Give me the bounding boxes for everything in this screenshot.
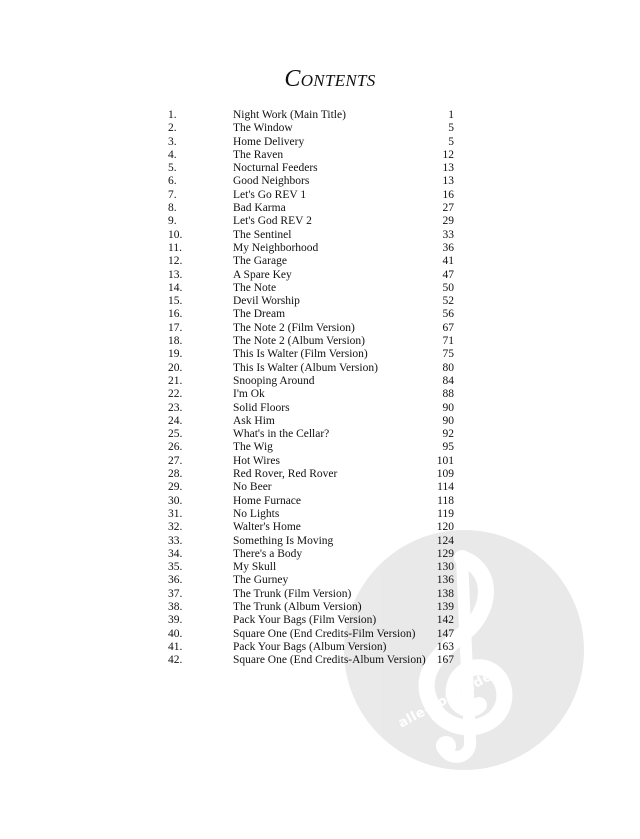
toc-number: 28. [168, 468, 183, 481]
toc-number: 35. [168, 561, 183, 574]
toc-page-number: 33 [442, 228, 454, 241]
toc-row [0, 215, 640, 228]
toc-title: Good Neighbors [233, 175, 310, 188]
toc-row [0, 548, 640, 561]
toc-number: 3. [168, 135, 177, 148]
toc-number: 8. [168, 202, 177, 215]
toc-title: Let's Go REV 1 [233, 188, 307, 201]
toc-number: 32. [168, 521, 183, 534]
toc-title: Home Furnace [233, 494, 302, 507]
toc-page-number: 13 [442, 175, 454, 188]
toc-number: 9. [168, 215, 177, 228]
toc-page-number: 163 [436, 640, 454, 653]
toc-title: Home Delivery [233, 135, 305, 148]
toc-number: 14. [168, 281, 183, 294]
toc-title: Solid Floors [233, 401, 290, 414]
toc-page-number: 120 [436, 521, 454, 534]
toc-number: 7. [168, 188, 177, 201]
toc-number: 29. [168, 481, 183, 494]
toc-number: 41. [168, 640, 183, 653]
toc-page-number: 84 [442, 374, 454, 387]
toc-title: Bad Karma [233, 202, 286, 215]
toc-row [0, 428, 640, 441]
toc-page-number: 124 [436, 534, 454, 547]
toc-number: 12. [168, 255, 183, 268]
toc-page-number: 56 [442, 308, 454, 321]
toc-title: The Sentinel [233, 228, 292, 241]
toc-number: 20. [168, 361, 183, 374]
toc-title: Walter's Home [233, 521, 301, 534]
toc-row [0, 308, 640, 321]
toc-page-number: 41 [442, 255, 454, 268]
toc-page-number: 142 [436, 614, 454, 627]
toc-number: 19. [168, 348, 183, 361]
toc-number: 16. [168, 308, 183, 321]
toc-page-number: 67 [442, 321, 454, 334]
table-of-contents [0, 109, 640, 667]
toc-row [0, 628, 640, 641]
toc-page-number: 109 [436, 468, 454, 481]
toc-row [0, 521, 640, 534]
toc-page-number: 88 [442, 388, 454, 401]
toc-number: 17. [168, 321, 183, 334]
toc-title: Night Work (Main Title) [233, 109, 346, 121]
toc-page-number: 95 [442, 441, 454, 454]
toc-row [0, 335, 640, 348]
toc-row [0, 229, 640, 242]
toc-row [0, 255, 640, 268]
toc-page-number: 167 [436, 654, 454, 667]
toc-title: The Wig [233, 441, 273, 454]
toc-number: 22. [168, 388, 183, 401]
toc-row [0, 481, 640, 494]
toc-title: There's a Body [233, 547, 303, 560]
toc-page-number: 29 [442, 215, 454, 228]
toc-row [0, 415, 640, 428]
toc-number: 31. [168, 507, 183, 520]
toc-number: 1. [168, 109, 177, 121]
toc-row [0, 574, 640, 587]
toc-title: The Trunk (Film Version) [233, 587, 352, 600]
toc-page-number: 101 [436, 454, 454, 467]
toc-number: 24. [168, 414, 183, 427]
toc-title: Square One (End Credits-Film Version) [233, 627, 416, 640]
toc-page-number: 139 [436, 600, 454, 613]
toc-row [0, 388, 640, 401]
toc-title: Ask Him [233, 414, 275, 427]
toc-title: Let's God REV 2 [233, 215, 312, 228]
toc-title: What's in the Cellar? [233, 428, 330, 441]
toc-title: The Note 2 (Film Version) [233, 321, 355, 334]
toc-page-number: 80 [442, 361, 454, 374]
toc-title: The Note 2 (Album Version) [233, 335, 366, 348]
toc-page-number: 5 [448, 135, 454, 148]
toc-row [0, 614, 640, 627]
toc-number: 4. [168, 148, 177, 161]
toc-number: 6. [168, 175, 177, 188]
toc-row [0, 109, 640, 122]
toc-page-number: 13 [442, 162, 454, 175]
toc-row [0, 495, 640, 508]
toc-page-number: 114 [437, 481, 454, 494]
toc-title: The Garage [233, 255, 287, 268]
toc-title: Pack Your Bags (Album Version) [233, 640, 387, 653]
toc-title: My Skull [233, 561, 277, 574]
toc-row [0, 455, 640, 468]
toc-row [0, 136, 640, 149]
toc-title: This Is Walter (Film Version) [233, 348, 368, 361]
toc-page-number: 136 [436, 574, 454, 587]
toc-number: 15. [168, 295, 183, 308]
toc-number: 27. [168, 454, 183, 467]
toc-row [0, 322, 640, 335]
toc-page-number: 27 [442, 202, 454, 215]
toc-row [0, 282, 640, 295]
toc-number: 37. [168, 587, 183, 600]
toc-title: No Lights [233, 507, 280, 520]
toc-number: 25. [168, 428, 183, 441]
toc-row [0, 295, 640, 308]
toc-row [0, 402, 640, 415]
toc-page-number: 36 [442, 241, 454, 254]
toc-row [0, 654, 640, 667]
toc-page-number: 47 [442, 268, 454, 281]
toc-row [0, 362, 640, 375]
toc-number: 33. [168, 534, 183, 547]
toc-title: No Beer [233, 481, 272, 494]
toc-page-number: 130 [436, 561, 454, 574]
toc-title: Something Is Moving [233, 534, 334, 547]
toc-title: Devil Worship [233, 295, 300, 308]
toc-row [0, 348, 640, 361]
toc-number: 23. [168, 401, 183, 414]
toc-page-number: 12 [442, 148, 454, 161]
toc-page-number: 90 [442, 401, 454, 414]
toc-number: 21. [168, 374, 183, 387]
toc-title: I'm Ok [233, 388, 265, 401]
toc-title: A Spare Key [233, 268, 292, 281]
toc-row [0, 202, 640, 215]
toc-page-number: 5 [448, 122, 454, 135]
toc-title: The Raven [233, 148, 284, 161]
toc-number: 42. [168, 654, 183, 667]
toc-page-number: 138 [436, 587, 454, 600]
toc-number: 36. [168, 574, 183, 587]
toc-title: The Dream [233, 308, 286, 321]
toc-number: 40. [168, 627, 183, 640]
toc-row [0, 242, 640, 255]
toc-title: Nocturnal Feeders [233, 162, 318, 175]
toc-number: 18. [168, 335, 183, 348]
toc-number: 34. [168, 547, 183, 560]
toc-title: My Neighborhood [233, 241, 319, 254]
toc-page-number: 52 [442, 295, 454, 308]
toc-title: Pack Your Bags (Film Version) [233, 614, 377, 627]
toc-title: Red Rover, Red Rover [233, 468, 338, 481]
page-title: Contents [284, 66, 376, 92]
toc-number: 11. [168, 241, 182, 254]
toc-page-number: 118 [437, 494, 454, 507]
toc-row [0, 441, 640, 454]
toc-page-number: 90 [442, 414, 454, 427]
toc-row [0, 641, 640, 654]
toc-row [0, 535, 640, 548]
toc-title: The Gurney [233, 574, 289, 587]
toc-title: This Is Walter (Album Version) [233, 361, 378, 374]
toc-number: 39. [168, 614, 183, 627]
toc-row [0, 601, 640, 614]
toc-title: Square One (End Credits-Album Version) [233, 654, 426, 667]
toc-row [0, 269, 640, 282]
toc-number: 26. [168, 441, 183, 454]
toc-title: The Window [233, 122, 293, 135]
toc-row [0, 375, 640, 388]
toc-page-number: 75 [442, 348, 454, 361]
toc-title: The Trunk (Album Version) [233, 600, 362, 613]
toc-number: 30. [168, 494, 183, 507]
toc-row [0, 162, 640, 175]
toc-title: Snooping Around [233, 374, 315, 387]
toc-page-number: 50 [442, 281, 454, 294]
toc-row [0, 122, 640, 135]
toc-row [0, 508, 640, 521]
toc-row [0, 588, 640, 601]
toc-page-number: 16 [442, 188, 454, 201]
toc-page-number: 119 [437, 507, 454, 520]
toc-row [0, 561, 640, 574]
toc-number: 10. [168, 228, 183, 241]
toc-row [0, 149, 640, 162]
toc-row [0, 175, 640, 188]
toc-page-number: 71 [442, 335, 454, 348]
toc-page-number: 129 [436, 547, 454, 560]
toc-page-number: 147 [436, 627, 454, 640]
toc-title: The Note [233, 281, 277, 294]
toc-number: 13. [168, 268, 183, 281]
toc-number: 38. [168, 600, 183, 613]
watermark-text: alle-noten.de [396, 669, 495, 732]
toc-page-number: 1 [448, 109, 454, 121]
toc-row [0, 189, 640, 202]
toc-page-number: 92 [442, 428, 454, 441]
toc-row [0, 468, 640, 481]
toc-title: Hot Wires [233, 454, 280, 467]
toc-number: 5. [168, 162, 177, 175]
toc-number: 2. [168, 122, 177, 135]
